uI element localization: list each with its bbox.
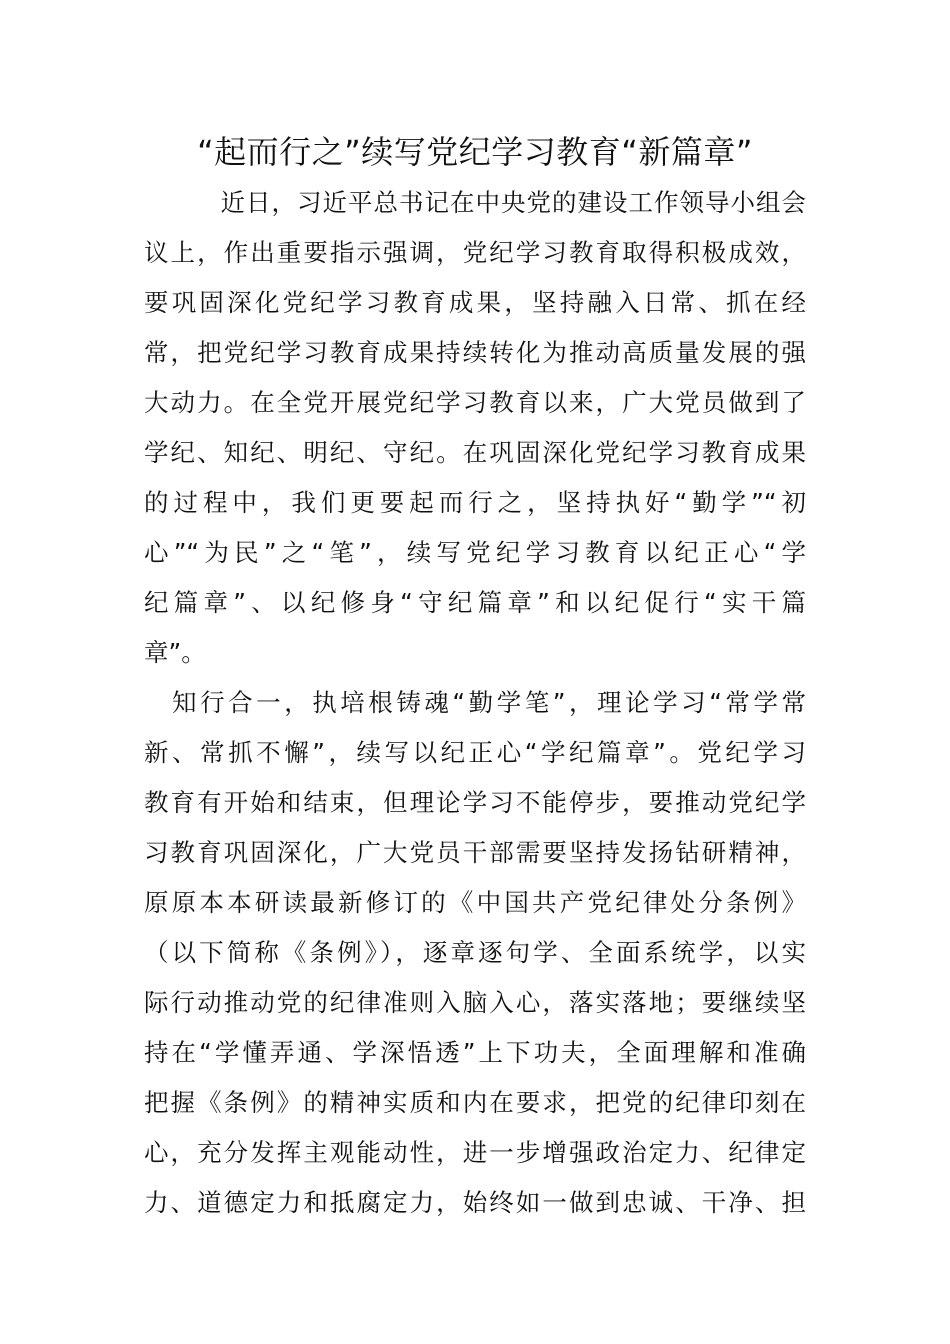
text-line: 大动力。在全党开展党纪学习教育以来，广大党员做到了 [144,388,806,417]
text-line: 际行动推动党的纪律准则入脑入心，落实落地；要继续坚 [144,988,806,1017]
text-line: 要巩固深化党纪学习教育成果，坚持融入日常、抓在经 [144,288,806,317]
text-line: 新、常抓不懈”，续写以纪正心“学纪篇章”。党纪学习 [144,738,806,767]
text-line: 的过程中，我们更要起而行之，坚持执好“勤学”“初 [144,488,806,517]
document-title: “起而行之”续写党纪学习教育“新篇章” [197,133,753,171]
text-line: 把握《条例》的精神实质和内在要求，把党的纪律印刻在 [144,1088,806,1117]
text-line: 近日，习近平总书记在中央党的建设工作领导小组会 [144,188,806,217]
text-line: 习教育巩固深化，广大党员干部需要坚持发扬钻研精神， [144,838,806,867]
text-line: 力、道德定力和抵腐定力，始终如一做到忠诚、干净、担 [144,1188,806,1217]
text-line: 心，充分发挥主观能动性，进一步增强政治定力、纪律定 [144,1138,806,1167]
text-line: 心”“为民”之“笔”，续写党纪学习教育以纪正心“学 [144,538,806,567]
text-line: （以下简称《条例》），逐章逐句学、全面系统学，以实 [144,938,806,967]
text-line: 纪篇章”、以纪修身“守纪篇章”和以纪促行“实干篇 [144,588,806,617]
text-line: 持在“学懂弄通、学深悟透”上下功夫，全面理解和准确 [144,1038,806,1067]
text-line: 学纪、知纪、明纪、守纪。在巩固深化党纪学习教育成果 [144,438,806,467]
text-line: 常，把党纪学习教育成果持续转化为推动高质量发展的强 [144,338,806,367]
text-line: 议上，作出重要指示强调，党纪学习教育取得积极成效， [144,238,806,267]
text-line: 教育有开始和结束，但理论学习不能停步，要推动党纪学 [144,788,806,817]
paragraph-2 [144,678,806,1228]
document-body [144,178,806,1228]
paragraph-1 [144,178,806,678]
text-line: 知行合一，执培根铸魂“勤学笔”，理论学习“常学常 [144,688,806,717]
text-line: 原原本本研读最新修订的《中国共产党纪律处分条例》 [144,888,806,917]
text-line: 章”。 [144,638,206,667]
